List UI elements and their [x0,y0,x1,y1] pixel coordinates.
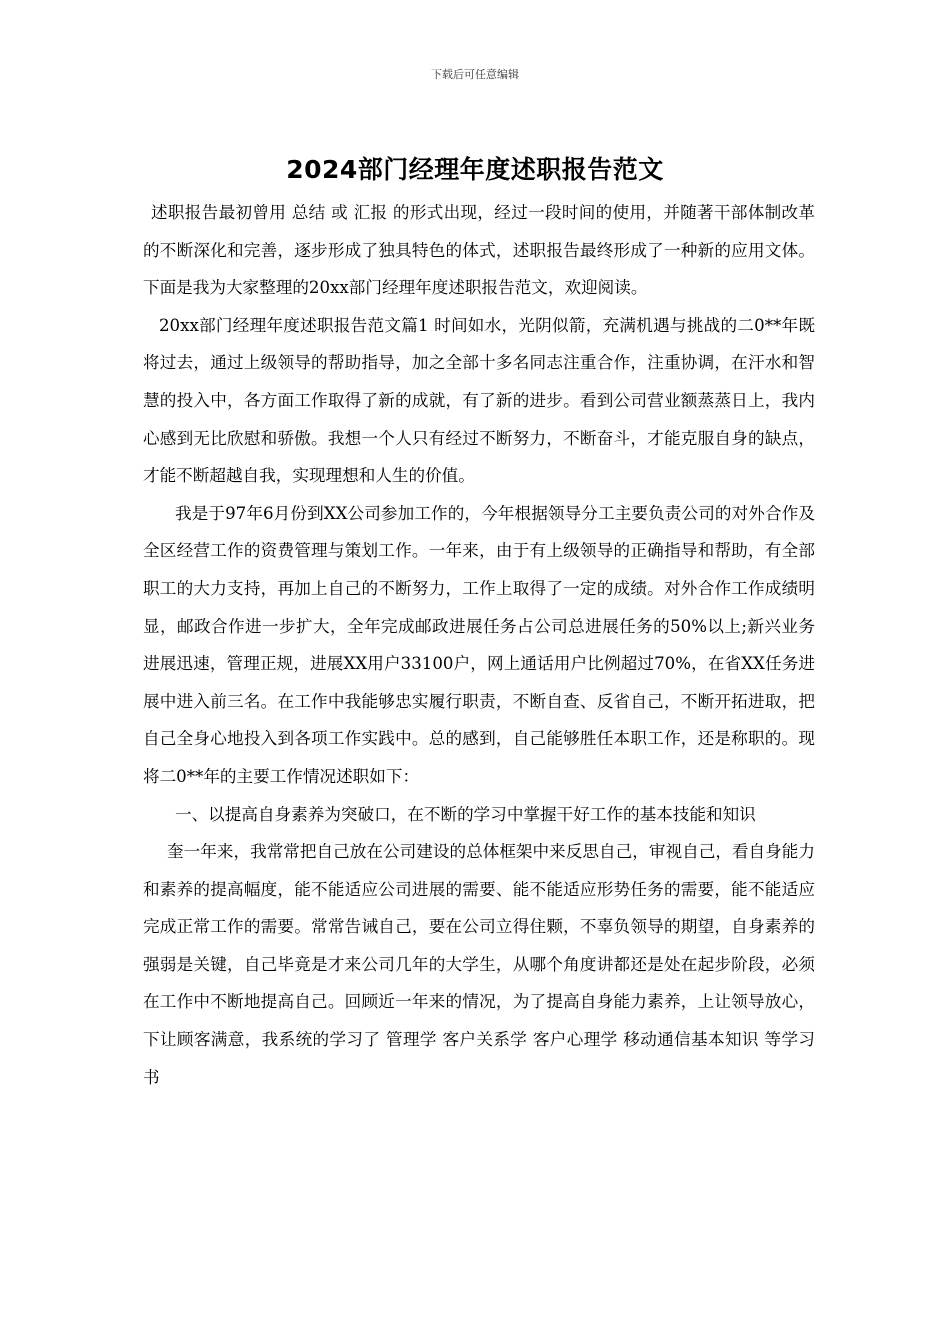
paragraph-intro: 述职报告最初曾用 总结 或 汇报 的形式出现，经过一段时间的使用，并随著干部体制改革的不断深化和完善，逐步形成了独具特色的体式，述职报告最终形成了一种新的应用文体。下面是我为大家整理的20xx部门经理年度述职报告范文，欢迎阅读。 [143,203,815,298]
paragraph-work-overview: 我是于97年6月份到XX公司参加工作的，今年根据领导分工主要负责公司的对外合作及全区经营工作的资费管理与策划工作。一年来，由于有上级领导的正确指导和帮助，有全部职工的大力支持，再加上自己的不断努力，工作上取得了一定的成绩。对外合作工作成绩明显，邮政合作进一步扩大，全年完成邮政进展任务占公司总进展任务的50%以上;新兴业务进展迅速，管理正规，进展XX用户33100户，网上通话用户比例超过70%，在省XX任务进展中进入前三名。在工作中我能够忠实履行职责，不断自查、反省自己，不断开拓进取，把自己全身心地投入到各项工作实践中。总的感到，自己能够胜任本职工作，还是称职的。现将二0**年的主要工作情况述职如下： [143,503,815,786]
header-note: 下载后可任意编辑 [431,68,519,81]
document-body [143,194,815,1096]
document-title: 2024部门经理年度述职报告范文 [286,155,664,184]
paragraph-section-1: 20xx部门经理年度述职报告范文篇1 时间如水，光阴似箭，充满机遇与挑战的二0**年既将过去，通过上级领导的帮助指导，加之全部十多名同志注重合作，注重协调，在汗水和智慧的投入中，各方面工作取得了新的成就，有了新的进步。看到公司营业额蒸蒸日上，我内心感到无比欣慰和骄傲。我想一个人只有经过不断努力，不断奋斗，才能克服自身的缺点，才能不断超越自我，实现理想和人生的价值。 [143,315,815,486]
paragraph-heading-1: 一、以提高自身素养为突破口，在不断的学习中掌握干好工作的基本技能和知识 [175,804,756,824]
paragraph-self-improvement: 奎一年来，我常常把自己放在公司建设的总体框架中来反思自己，审视自己，看自身能力和素养的提高幅度，能不能适应公司进展的需要、能不能适应形势任务的需要，能不能适应完成正常工作的需要。常常告诫自己，要在公司立得住颗，不辜负领导的期望，自身素养的强弱是关键，自己毕竟是才来公司几年的大学生，从哪个角度讲都还是处在起步阶段，必须在工作中不断地提高自己。回顾近一年来的情况，为了提高自身能力素养，上让领导放心，下让顾客满意，我系统的学习了 管理学 客户关系学 客户心理学 移动通信基本知识 等学习书 [143,842,815,1087]
